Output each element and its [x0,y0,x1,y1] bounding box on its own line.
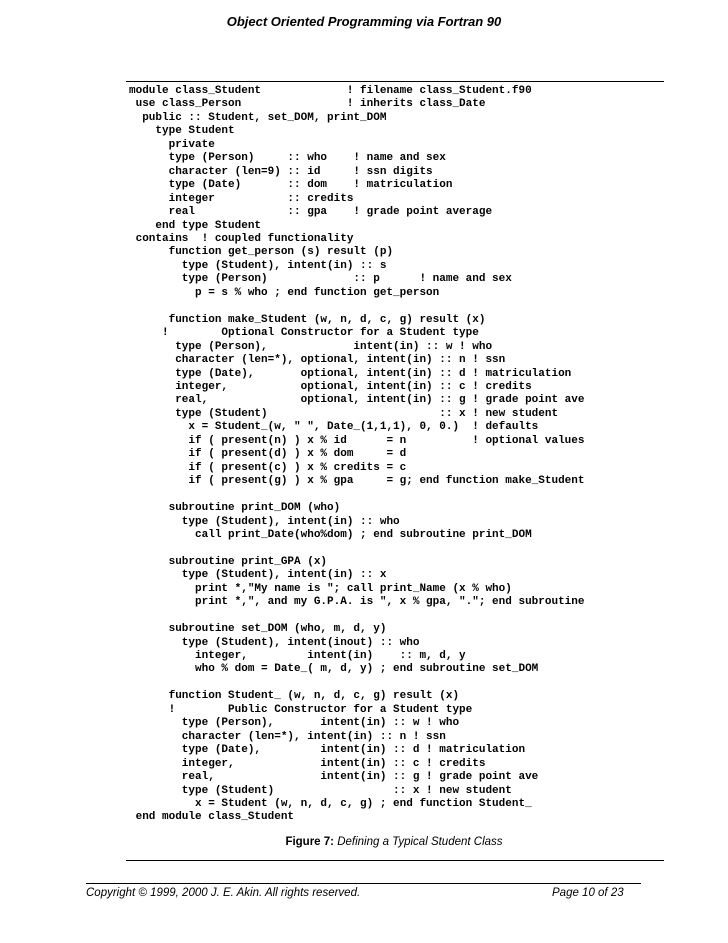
code-line: type (Student), intent(in) :: x [129,569,387,582]
code-line: subroutine print_DOM (who) [129,502,341,515]
code-line: end type Student [129,219,262,232]
code-line: real :: gpa ! grade point average [129,206,493,219]
code-line: function make_Student (w, n, d, c, g) result (x) [129,313,486,326]
code-line: integer, optional, intent(in) :: c ! credits [129,380,532,393]
code-line: type Student [129,125,235,138]
code-line: type (Student), intent(in) :: who [129,515,400,528]
figure-caption [0,836,728,848]
code-line: integer, intent(in) :: m, d, y [129,650,466,663]
code-line: subroutine set_DOM (who, m, d, y) [129,623,387,636]
code-line: if ( present(d) ) x % dom = d [129,448,407,461]
code-line: if ( present(c) ) x % credits = c [129,461,407,474]
code-line: print *,", and my G.P.A. is ", x % gpa, "."; end subroutine [129,596,585,609]
code-line: character (len=*), intent(in) :: n ! ssn [129,730,446,743]
footer-copyright: Copyright © 1999, 2000 J. E. Akin. All rights reserved. [86,887,361,899]
code-line: type (Student) :: x ! new student [129,784,512,797]
code-line: type (Person), intent(in) :: w ! who [129,717,460,730]
code-line: type (Student), intent(inout) :: who [129,636,420,649]
code-line: use class_Person ! inherits class_Date [129,98,486,111]
code-line: real, optional, intent(in) :: g ! grade point ave [129,394,585,407]
footer-rule [86,883,641,884]
code-listing [129,85,584,825]
code-line: ! Public Constructor for a Student type [129,703,473,716]
code-line: character (len=9) :: id ! ssn digits [129,165,433,178]
code-line: type (Student), intent(in) :: s [129,259,387,272]
code-line: if ( present(n) ) x % id = n ! optional values [129,434,585,447]
bottom-rule [126,860,664,861]
code-line: ! Optional Constructor for a Student type [129,327,479,340]
code-line: type (Date), optional, intent(in) :: d ! matriculation [129,367,572,380]
code-line: p = s % who ; end function get_person [129,286,440,299]
code-line: type (Date), intent(in) :: d ! matriculation [129,744,526,757]
page-header-title: Object Oriented Programming via Fortran 90 [226,14,502,29]
code-line: type (Person), intent(in) :: w ! who [129,340,493,353]
top-rule [126,81,664,82]
code-line: if ( present(g) ) x % gpa = g; end function make_Student [129,475,585,488]
code-line: function Student_ (w, n, d, c, g) result (x) [129,690,460,703]
code-line: real, intent(in) :: g ! grade point ave [129,771,539,784]
code-line: call print_Date(who%dom) ; end subroutine print_DOM [129,528,532,541]
code-line: subroutine print_GPA (x) [129,555,328,568]
code-line: type (Person) :: p ! name and sex [129,273,512,286]
code-line: contains ! coupled functionality [129,232,354,245]
code-line: x = Student (w, n, d, c, g) ; end function Student_ [129,798,532,811]
code-line: type (Student) :: x ! new student [129,407,559,420]
code-line: integer :: credits [129,192,354,205]
code-line: function get_person (s) result (p) [129,246,394,259]
code-line: print *,"My name is "; call print_Name (x % who) [129,582,512,595]
figure-caption-text: Defining a Typical Student Class [334,836,503,848]
code-line: module class_Student ! filename class_Student.f90 [129,85,532,97]
code-line: character (len=*), optional, intent(in) :: n ! ssn [129,354,506,367]
code-line: x = Student_(w, " ", Date_(1,1,1), 0, 0.) ! defaults [129,421,539,434]
figure-label: Figure 7: [285,836,334,848]
code-line: end module class_Student [129,811,295,824]
code-line: type (Date) :: dom ! matriculation [129,179,453,192]
footer-page-number: Page 10 of 23 [552,887,624,899]
code-line: who % dom = Date_( m, d, y) ; end subroutine set_DOM [129,663,539,676]
code-line: public :: Student, set_DOM, print_DOM [129,111,387,124]
code-line: type (Person) :: who ! name and sex [129,152,446,165]
code-line: integer, intent(in) :: c ! credits [129,757,486,770]
code-line: private [129,138,215,151]
